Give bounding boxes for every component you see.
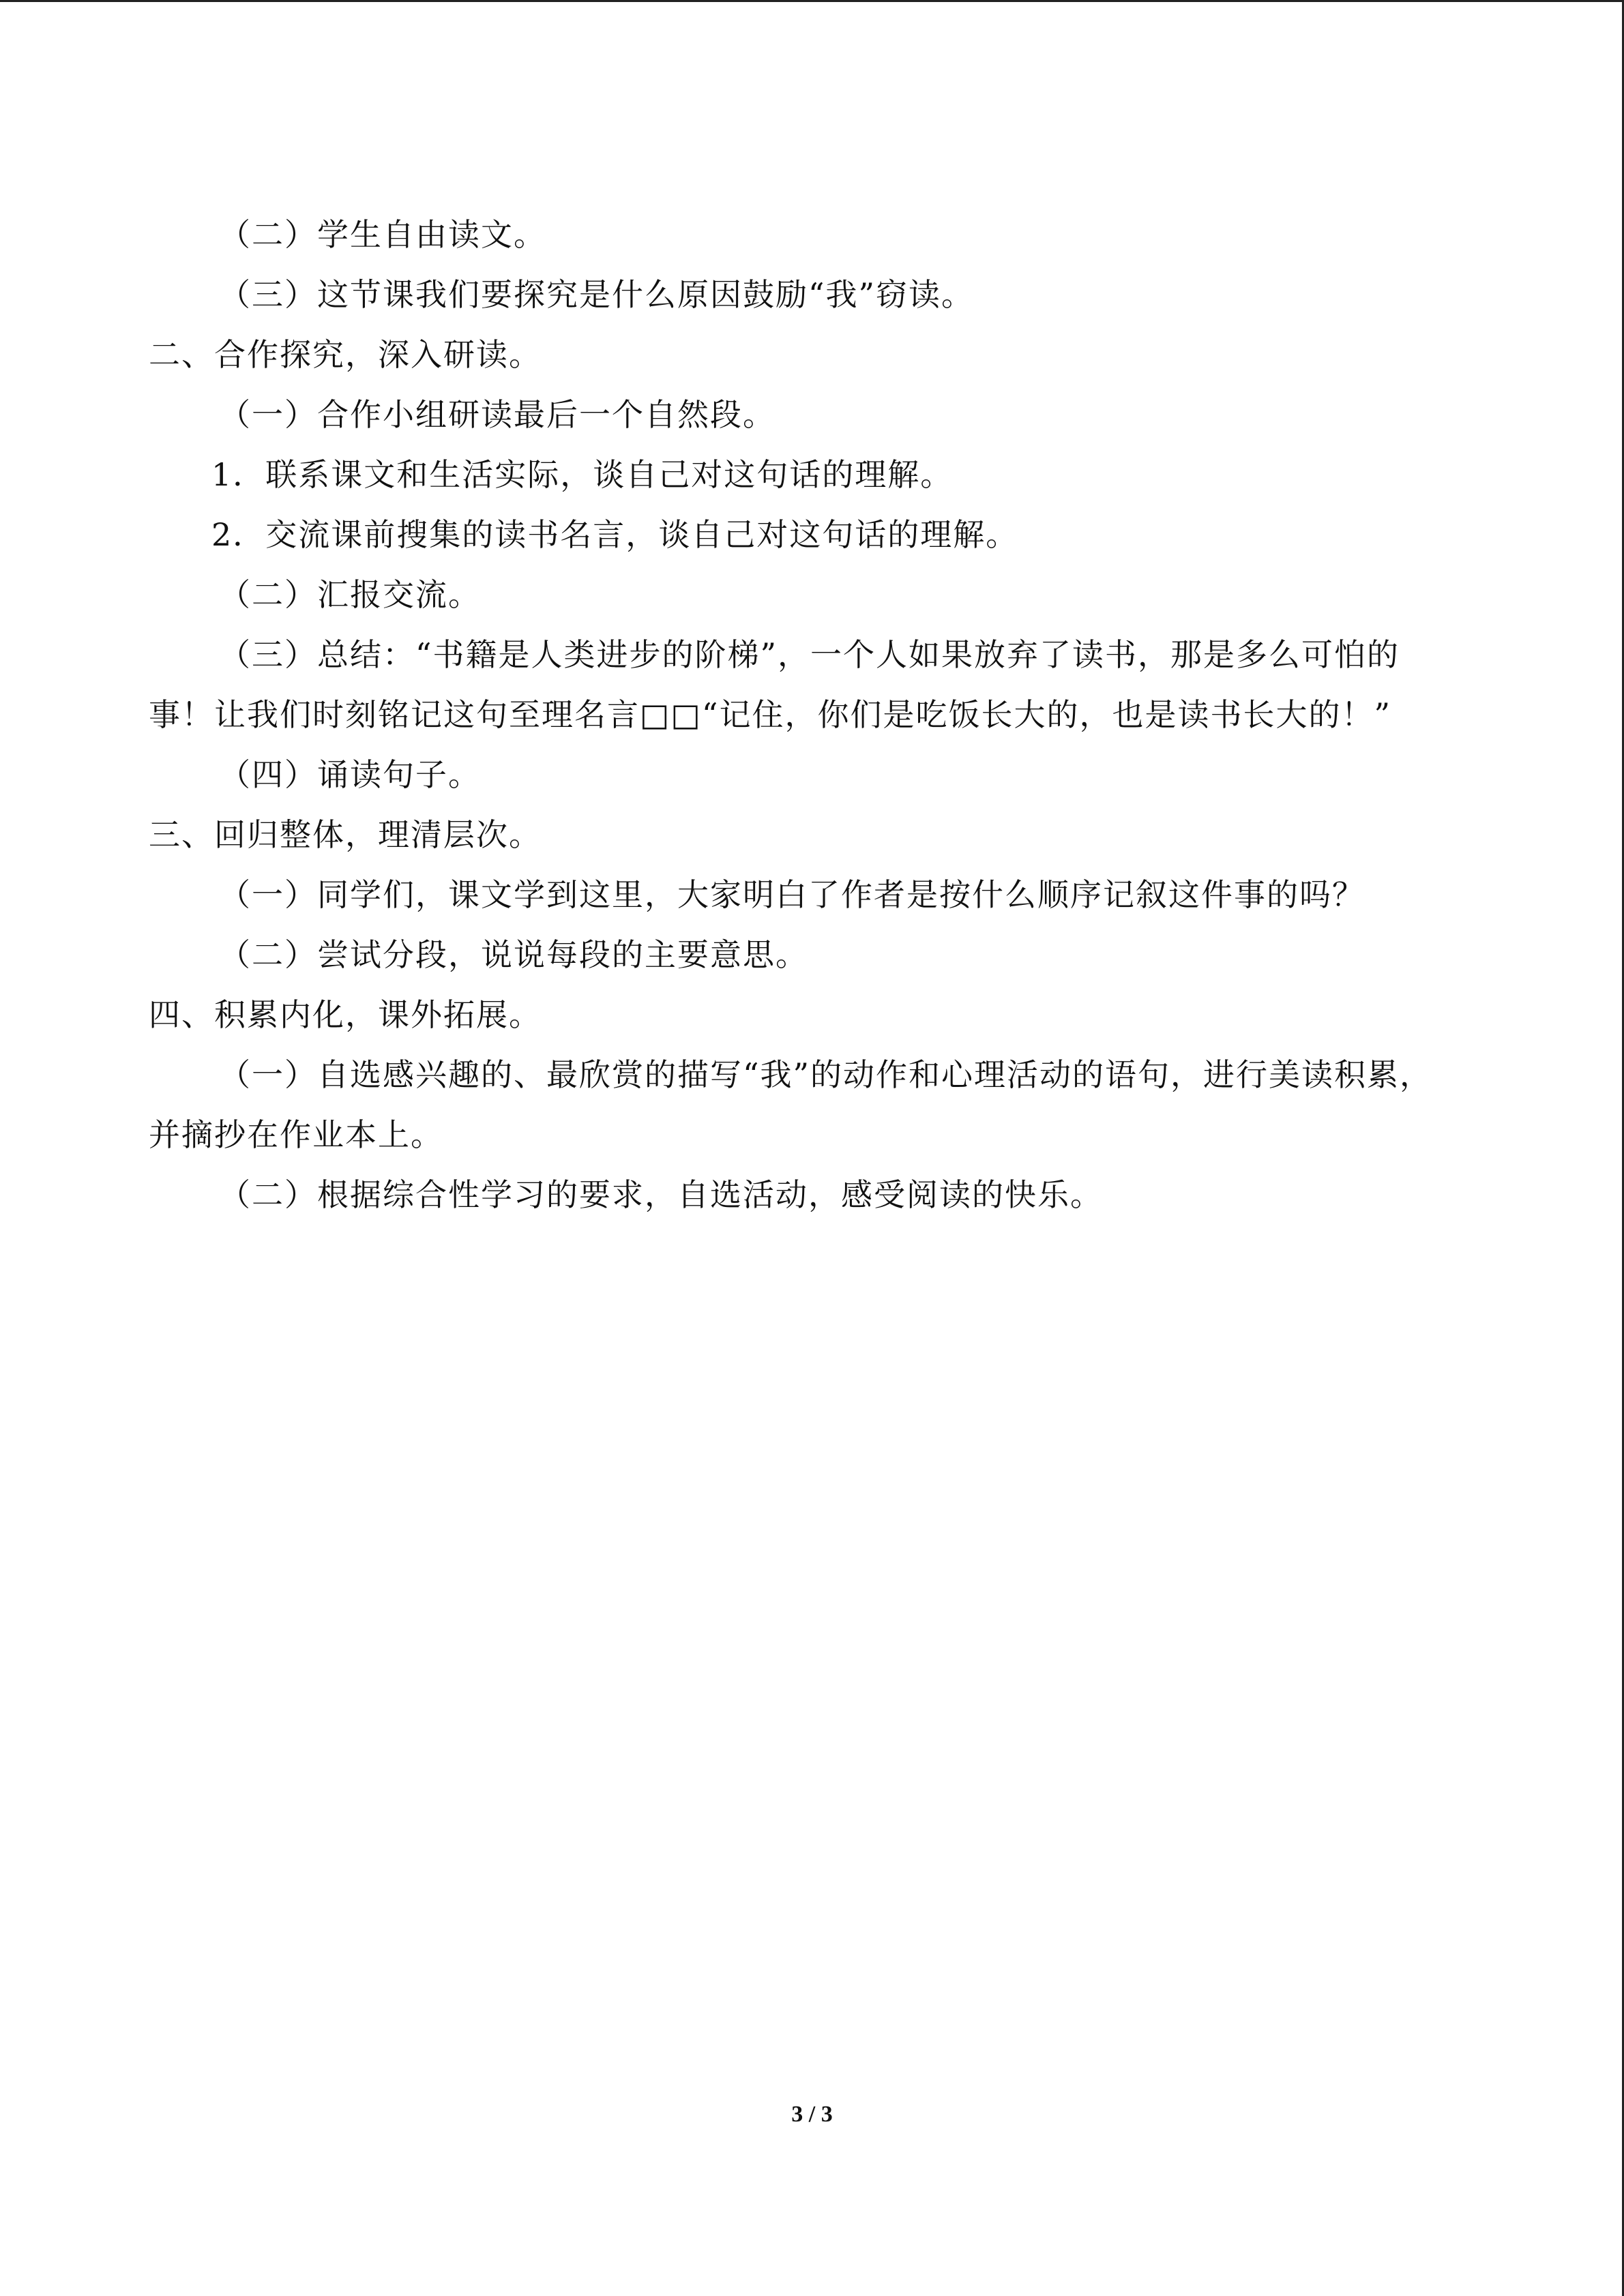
paragraph-continuation: 事！让我们时刻铭记这句至理名言□□“记住，你们是吃饭长大的，也是读书长大的！”: [149, 696, 1391, 733]
section-heading: 三、回归整体，理清层次。: [149, 816, 542, 853]
section-heading: 二、合作探究，深入研读。: [149, 336, 542, 373]
paragraph-line: （四）诵读句子。: [219, 756, 481, 793]
document-body: [149, 205, 1445, 1225]
numbered-item: 1．联系课文和生活实际，谈自己对这句话的理解。: [211, 456, 954, 493]
paragraph-continuation: 并摘抄在作业本上。: [149, 1116, 443, 1153]
paragraph-line: （一）自选感兴趣的、最欣赏的描写“我”的动作和心理活动的语句，进行美读积累，: [219, 1056, 1433, 1093]
paragraph-line: （二）汇报交流。: [219, 576, 481, 613]
section-heading: 四、积累内化，课外拓展。: [149, 996, 542, 1033]
numbered-item: 2．交流课前搜集的读书名言，谈自己对这句话的理解。: [211, 516, 1019, 553]
paragraph-line: （二）根据综合性学习的要求，自选活动，感受阅读的快乐。: [219, 1176, 1103, 1213]
paragraph-line: （二）尝试分段，说说每段的主要意思。: [219, 936, 808, 973]
paragraph-line: （三）总结：“书籍是人类进步的阶梯”，一个人如果放弃了读书，那是多么可怕的: [219, 636, 1400, 673]
page-number: 3 / 3: [791, 2102, 833, 2127]
paragraph-line: （二）学生自由读文。: [219, 216, 546, 253]
paragraph-line: （一）合作小组研读最后一个自然段。: [219, 396, 776, 433]
paragraph-line: （一）同学们，课文学到这里，大家明白了作者是按什么顺序记叙这件事的吗？: [219, 876, 1365, 913]
page-top-border: [0, 0, 1624, 2]
paragraph-line: （三）这节课我们要探究是什么原因鼓励“我”窃读。: [219, 276, 975, 313]
